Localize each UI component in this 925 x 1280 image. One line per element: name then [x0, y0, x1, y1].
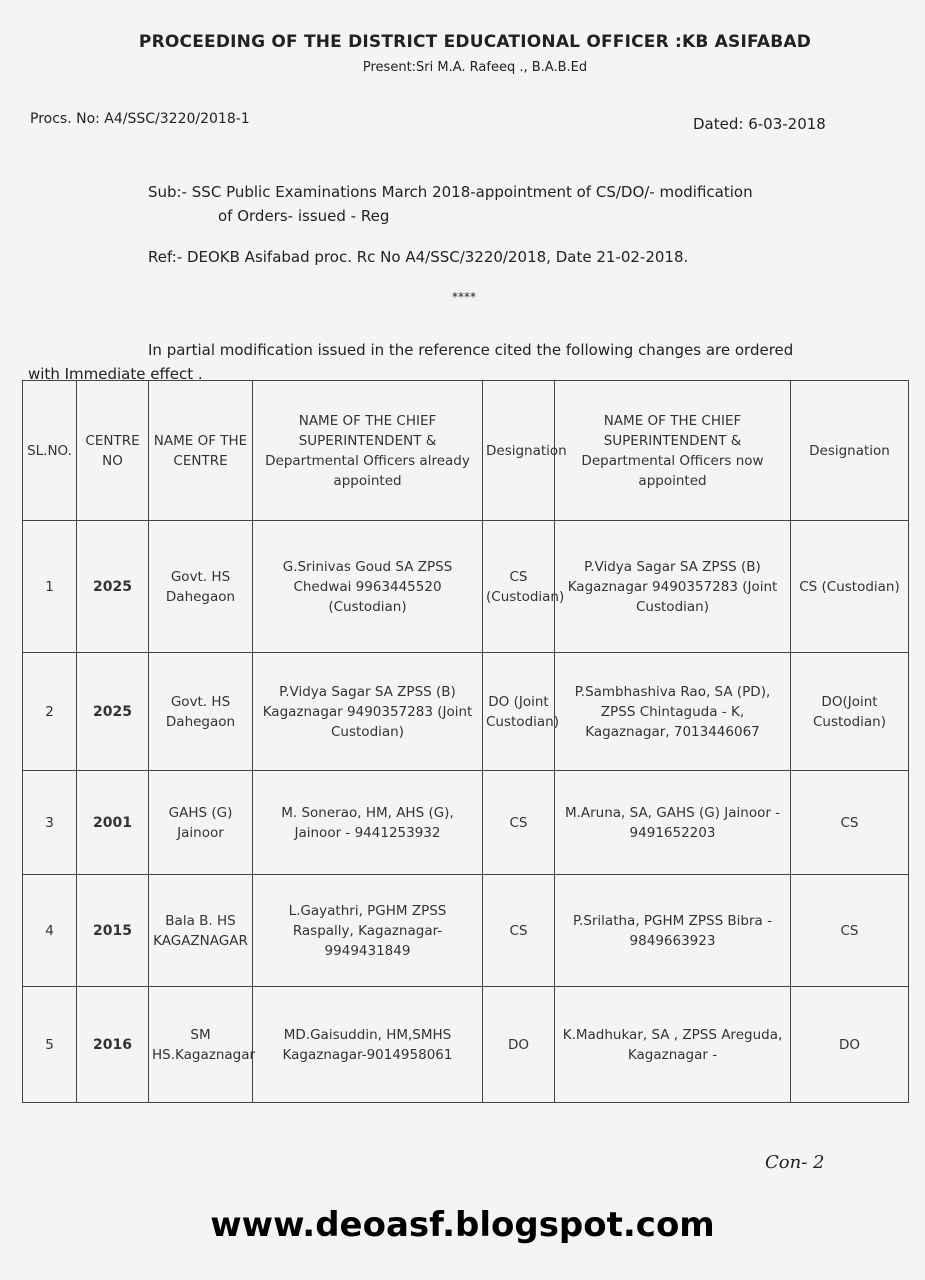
subject: [148, 180, 878, 228]
cell-centre-name: Govt. HS Dahegaon: [149, 653, 253, 771]
table-row: [23, 875, 909, 987]
header-old-officer: NAME OF THE CHIEF SUPERINTENDENT & Departmental Officers already appointed: [253, 381, 483, 521]
modification-table: [22, 380, 909, 1103]
header-old-designation: Designation: [483, 381, 555, 521]
cell-new-officer: P.Srilatha, PGHM ZPSS Bibra - 9849663923: [555, 875, 791, 987]
header-centre-name: NAME OF THE CENTRE: [149, 381, 253, 521]
present-officer: Present:Sri M.A. Rafeeq ., B.A.B.Ed: [362, 60, 588, 75]
header-centre-no: CENTRE NO: [77, 381, 149, 521]
reference: Ref:- DEOKB Asifabad proc. Rc No A4/SSC/3220/2018, Date 21-02-2018.: [148, 248, 689, 266]
cell-new-designation: CS: [791, 875, 909, 987]
cell-old-designation: DO: [483, 987, 555, 1103]
cell-old-officer: G.Srinivas Goud SA ZPSS Chedwai 9963445520 (Custodian): [253, 521, 483, 653]
table-row: [23, 987, 909, 1103]
cell-centre-code: 2025: [77, 653, 149, 771]
table-row: [23, 521, 909, 653]
cell-centre-code: 2015: [77, 875, 149, 987]
header-new-officer: NAME OF THE CHIEF SUPERINTENDENT & Departmental Officers now appointed: [555, 381, 791, 521]
subject-line-1: Sub:- SSC Public Examinations March 2018-appointment of CS/DO/- modification: [148, 183, 753, 201]
cell-new-designation: DO(Joint Custodian): [791, 653, 909, 771]
cell-centre-name: SM HS.Kagaznagar: [149, 987, 253, 1103]
cell-new-officer: M.Aruna, SA, GAHS (G) Jainoor - 9491652203: [555, 771, 791, 875]
subject-line-2: of Orders- issued - Reg: [218, 207, 390, 225]
cell-centre-code: 2001: [77, 771, 149, 875]
cell-new-designation: CS (Custodian): [791, 521, 909, 653]
cell-sl: 1: [23, 521, 77, 653]
separator: ****: [452, 290, 476, 304]
cell-sl: 4: [23, 875, 77, 987]
paragraph-line-2: with Immediate effect .: [28, 365, 203, 383]
cell-sl: 5: [23, 987, 77, 1103]
cell-centre-name: GAHS (G) Jainoor: [149, 771, 253, 875]
paragraph-line-1: In partial modification issued in the reference cited the following changes are ordered: [148, 341, 794, 359]
cell-old-designation: CS: [483, 875, 555, 987]
cell-centre-name: Bala B. HS KAGAZNAGAR: [149, 875, 253, 987]
cell-new-officer: P.Sambhashiva Rao, SA (PD), ZPSS Chintaguda - K, Kagaznagar, 7013446067: [555, 653, 791, 771]
cell-centre-code: 2016: [77, 987, 149, 1103]
document-title: PROCEEDING OF THE DISTRICT EDUCATIONAL OFFICER :KB ASIFABAD: [138, 32, 812, 52]
header-sl-no: SL.NO.: [23, 381, 77, 521]
intro-paragraph: [28, 338, 908, 386]
cell-old-officer: M. Sonerao, HM, AHS (G), Jainoor - 9441253932: [253, 771, 483, 875]
cell-sl: 3: [23, 771, 77, 875]
cell-old-designation: CS: [483, 771, 555, 875]
cell-old-officer: P.Vidya Sagar SA ZPSS (B) Kagaznagar 9490357283 (Joint Custodian): [253, 653, 483, 771]
cell-old-officer: MD.Gaisuddin, HM,SMHS Kagaznagar-9014958061: [253, 987, 483, 1103]
cell-old-officer: L.Gayathri, PGHM ZPSS Raspally, Kagaznagar- 9949431849: [253, 875, 483, 987]
cell-new-officer: P.Vidya Sagar SA ZPSS (B) Kagaznagar 9490357283 (Joint Custodian): [555, 521, 791, 653]
cell-centre-name: Govt. HS Dahegaon: [149, 521, 253, 653]
header-new-designation: Designation: [791, 381, 909, 521]
table-row: [23, 653, 909, 771]
cell-centre-code: 2025: [77, 521, 149, 653]
table-row: [23, 771, 909, 875]
cell-old-designation: CS (Custodian): [483, 521, 555, 653]
table-header-row: [23, 381, 909, 521]
cell-new-officer: K.Madhukar, SA , ZPSS Areguda, Kagaznagar -: [555, 987, 791, 1103]
cell-sl: 2: [23, 653, 77, 771]
dated: Dated: 6-03-2018: [693, 115, 826, 133]
continued-note: Con- 2: [765, 1152, 825, 1173]
procs-number: Procs. No: A4/SSC/3220/2018-1: [30, 111, 250, 127]
website-watermark[interactable]: www.deoasf.blogspot.com: [210, 1205, 715, 1245]
cell-old-designation: DO (Joint Custodian): [483, 653, 555, 771]
cell-new-designation: CS: [791, 771, 909, 875]
cell-new-designation: DO: [791, 987, 909, 1103]
